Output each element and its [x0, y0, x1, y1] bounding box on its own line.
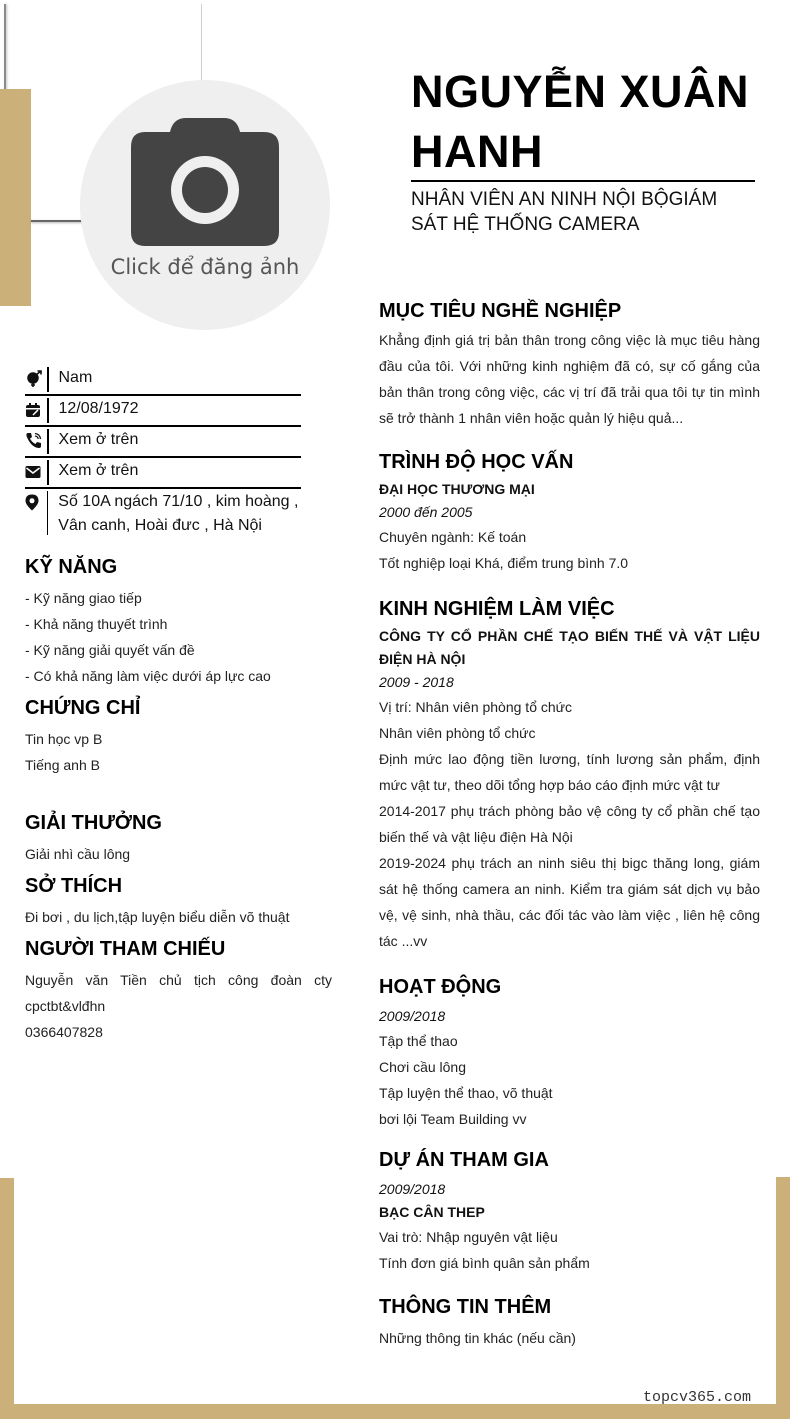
- activities-period: 2009/2018: [379, 1008, 446, 1024]
- camera-icon: [130, 116, 280, 248]
- education-line: Chuyên ngành: Kế toán: [379, 529, 527, 545]
- section-title: TRÌNH ĐỘ HỌC VẤN: [379, 451, 574, 473]
- project-period: 2009/2018: [379, 1181, 446, 1197]
- section-title: GIẢI THƯỞNG: [25, 812, 162, 834]
- name-line-1: NGUYỄN XUÂN: [411, 66, 750, 117]
- section-additional-info: [379, 1296, 760, 1351]
- skill-item: - Khả năng thuyết trình: [25, 616, 168, 632]
- contact-value: Nam: [58, 369, 93, 386]
- certificate-item: Tin học vp B: [25, 731, 103, 747]
- map-marker-icon: [25, 490, 47, 515]
- reference-phone: 0366407828: [25, 1024, 103, 1040]
- section-title: HOẠT ĐỘNG: [379, 976, 502, 998]
- experience-line: Định mức lao động tiền lương, tính lương sản phẩm, định mức vật tư, theo dõi tổng hợp báo cáo định mức vật tư: [379, 751, 760, 793]
- contact-value: Xem ở trên: [58, 462, 139, 479]
- contact-list: [25, 365, 301, 537]
- accent-bar-top-left: [0, 89, 31, 306]
- experience-line: 2014-2017 phụ trách phòng bảo vệ công ty cổ phần chế tạo biến thế và vật liệu điện Hà Nội: [379, 803, 760, 845]
- section-title: MỤC TIÊU NGHỀ NGHIỆP: [379, 300, 622, 322]
- certificate-item: Tiếng anh B: [25, 757, 100, 773]
- section-education: [379, 451, 760, 576]
- contact-email: [25, 458, 301, 489]
- contact-birthday: [25, 396, 301, 427]
- section-title: KINH NGHIỆM LÀM VIỆC: [379, 598, 615, 620]
- section-title: KỸ NĂNG: [25, 556, 118, 578]
- award-item: Giải nhì cầu lông: [25, 846, 131, 862]
- section-activities: [379, 976, 760, 1132]
- name-divider: [411, 180, 755, 182]
- contact-value: Số 10A ngách 71/10 , kim hoàng , Vân canh, Hoài đưc , Hà Nội: [58, 493, 299, 534]
- section-title: SỞ THÍCH: [25, 875, 123, 897]
- experience-line: Nhân viên phòng tổ chức: [379, 725, 536, 741]
- school-name: ĐẠI HỌC THƯƠNG MẠI: [379, 481, 535, 497]
- education-period: 2000 đến 2005: [379, 504, 473, 520]
- envelope-icon: [25, 459, 47, 484]
- section-title: NGƯỜI THAM CHIẾU: [25, 938, 226, 960]
- section-experience: [379, 598, 760, 954]
- frame-line-left: [4, 4, 6, 90]
- activity-line: Tập luyện thể thao, võ thuật: [379, 1085, 553, 1101]
- name-line-2: HANH: [411, 126, 543, 177]
- company-name: CÔNG TY CỔ PHẦN CHẾ TẠO BIẾN THẾ VÀ VẬT LIỆU ĐIỆN HÀ NỘI: [379, 628, 760, 667]
- contact-value: Xem ở trên: [58, 431, 139, 448]
- job-title: NHÂN VIÊN AN NINH NỘI BỘGIÁM SÁT HỆ THỐNG CAMERA: [411, 189, 718, 235]
- section-certificates: [25, 697, 332, 778]
- watermark: topcv365.com: [643, 1389, 752, 1406]
- frame-line-top: [201, 4, 202, 82]
- section-awards: [25, 812, 332, 867]
- candidate-name: [411, 62, 755, 182]
- project-name: BẠC CÂN THEP: [379, 1204, 485, 1220]
- avatar-caption: Click để đăng ảnh: [110, 255, 300, 279]
- activity-line: Tập thể thao: [379, 1033, 458, 1049]
- additional-text: Những thông tin khác (nếu cần): [379, 1330, 576, 1346]
- project-line: Vai trò: Nhập nguyên vật liệu: [379, 1229, 558, 1245]
- skill-item: - Kỹ năng giao tiếp: [25, 590, 142, 606]
- section-title: THÔNG TIN THÊM: [379, 1296, 552, 1318]
- section-objective: [379, 300, 760, 431]
- contact-phone: [25, 427, 301, 458]
- section-hobbies: [25, 875, 332, 930]
- section-title: CHỨNG CHỈ: [25, 697, 141, 719]
- objective-text: Khẳng định giá trị bản thân trong công việc là mục tiêu hàng đầu của tôi. Với những kinh nghiệm đã có, sự cố gắng của bản thân trong công việc, các vị trí đã trải qua tôi tự tin mình sẽ trở thành 1 nhân viên hoặc quản lý hiệu quả...: [379, 332, 760, 426]
- accent-bar-bottom: [0, 1404, 790, 1419]
- project-line: Tính đơn giá bình quân sản phẩm: [379, 1255, 590, 1271]
- gender-icon: [25, 366, 47, 391]
- experience-line: 2019-2024 phụ trách an ninh siêu thị bigc thăng long, giám sát hệ thống camera an ninh. Kiểm tra giám sát dịch vụ bảo vệ, vệ sinh, nhà thầu, các đối tác vào làm việc , liên hệ công tác ...vv: [379, 855, 760, 949]
- experience-period: 2009 - 2018: [379, 674, 454, 690]
- activity-line: bơi lội Team Building vv: [379, 1111, 527, 1127]
- hobby-item: Đi bơi , du lịch,tập luyện biểu diễn võ thuật: [25, 909, 290, 925]
- contact-address: [25, 489, 301, 537]
- accent-bar-bottom-left: [0, 1178, 14, 1419]
- reference-text: Nguyễn văn Tiền chủ tịch công đoàn cty cpctbt&vlđhn: [25, 972, 332, 1014]
- activity-line: Chơi cầu lông: [379, 1059, 467, 1075]
- avatar-upload[interactable]: [80, 80, 330, 330]
- phone-icon: [25, 428, 47, 453]
- calendar-icon: [25, 397, 47, 422]
- skill-item: - Kỹ năng giải quyết vấn đề: [25, 642, 195, 658]
- frame-line-horizontal: [31, 220, 83, 222]
- section-projects: [379, 1149, 760, 1276]
- contact-gender: [25, 365, 301, 396]
- section-skills: [25, 556, 332, 689]
- skill-item: - Có khả năng làm việc dưới áp lực cao: [25, 668, 271, 684]
- section-references: [25, 938, 332, 1045]
- contact-value: 12/08/1972: [58, 400, 139, 417]
- education-line: Tốt nghiệp loại Khá, điểm trung bình 7.0: [379, 555, 629, 571]
- accent-bar-bottom-right: [776, 1177, 790, 1419]
- experience-line: Vị trí: Nhân viên phòng tổ chức: [379, 699, 573, 715]
- section-title: DỰ ÁN THAM GIA: [379, 1149, 549, 1171]
